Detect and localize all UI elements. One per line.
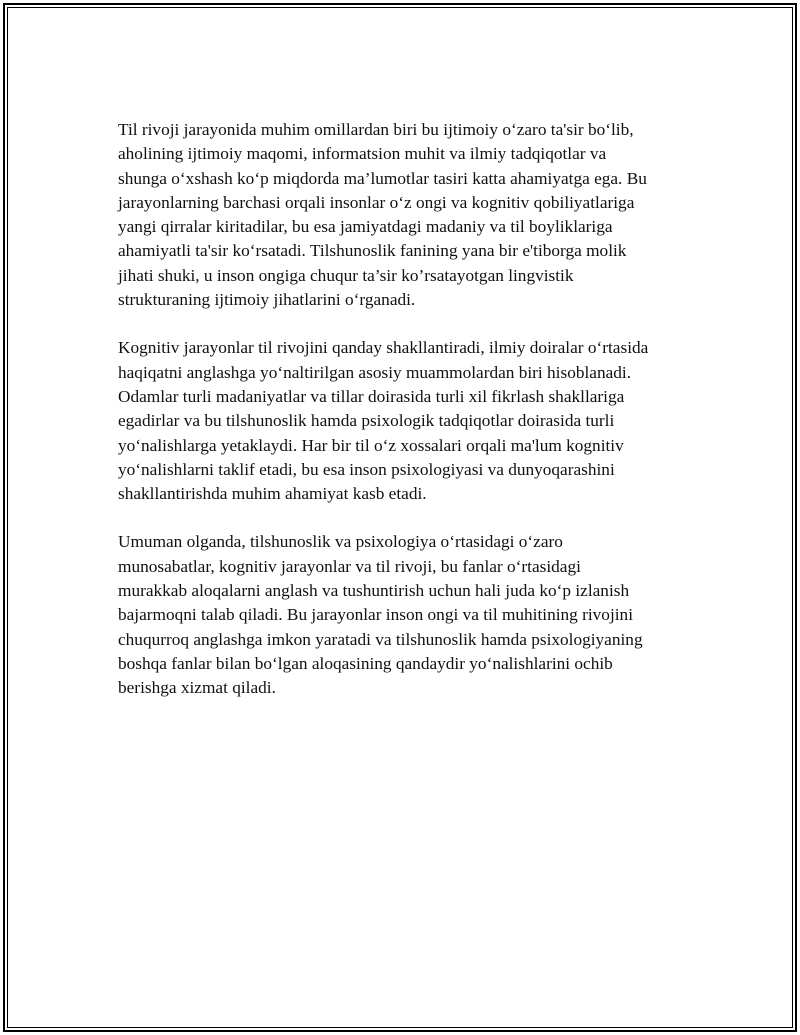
text-line: Umuman olganda, tilshunoslik va psixologiya o‘rtasidagi o‘zaro [118, 532, 563, 552]
text-line: Til rivoji jarayonida muhim omillardan biri bu ijtimoiy o‘zaro ta'sir bo‘lib, [118, 120, 634, 139]
text-line: boshqa fanlar bilan bo‘lgan aloqasining qandaydir yo‘nalishlarini ochib [118, 653, 613, 673]
text-line: Kognitiv jarayonlar til rivojini qanday shakllantiradi, ilmiy doiralar o‘rtasida [118, 338, 649, 358]
text-line: chuqurroq anglashga imkon yaratadi va tilshunoslik hamda psixologiyaning [118, 629, 643, 649]
text-line: haqiqatni anglashga yo‘naltirilgan asosiy muammolardan biri hisoblanadi. [118, 362, 632, 382]
text-line: aholining ijtimoiy maqomi, informatsion muhit va ilmiy tadqiqotlar va [118, 144, 607, 164]
text-line: munosabatlar, kognitiv jarayonlar va til rivoji, bu fanlar o‘rtasidagi [118, 556, 581, 576]
text-line: egadirlar va bu tilshunoslik hamda psixologik tadqiqotlar doirasida turli [118, 411, 615, 431]
paragraph-3 [118, 530, 688, 700]
text-line: ahamiyatli ta'sir ko‘rsatadi. Tilshunoslik fanining yana bir e'tiborga molik [118, 241, 627, 261]
text-line: murakkab aloqalarni anglash va tushuntirish uchun hali juda ko‘p izlanish [118, 581, 630, 601]
text-line: yo‘nalishlarni taklif etadi, bu esa inson psixologiyasi va dunyoqarashini [118, 459, 615, 479]
paragraph-1 [118, 118, 688, 312]
document-body [118, 118, 688, 725]
text-line: shunga o‘xshash ko‘p miqdorda ma’lumotlar tasiri katta ahamiyatga ega. Bu [118, 168, 647, 188]
paragraph-2 [118, 336, 688, 506]
text-line: Odamlar turli madaniyatlar va tillar doirasida turli xil fikrlash shakllariga [118, 386, 625, 406]
text-line: yo‘nalishlarga yetaklaydi. Har bir til o‘z xossalari orqali ma'lum kognitiv [118, 435, 624, 455]
text-line: berishga xizmat qiladi. [118, 678, 276, 698]
text-line: shakllantirishda muhim ahamiyat kasb etadi. [118, 484, 427, 504]
text-line: jarayonlarning barchasi orqali insonlar o‘z ongi va kognitiv qobiliyatlariga [118, 192, 635, 212]
text-line: yangi qirralar kiritadilar, bu esa jamiyatdagi madaniy va til boyliklariga [118, 217, 613, 237]
text-line: bajarmoqni talab qiladi. Bu jarayonlar inson ongi va til muhitining rivojini [118, 605, 633, 625]
text-line: strukturaning ijtimoiy jihatlarini o‘rganadi. [118, 290, 416, 310]
text-line: jihati shuki, u inson ongiga chuqur ta’sir ko’rsatayotgan lingvistik [118, 265, 574, 285]
